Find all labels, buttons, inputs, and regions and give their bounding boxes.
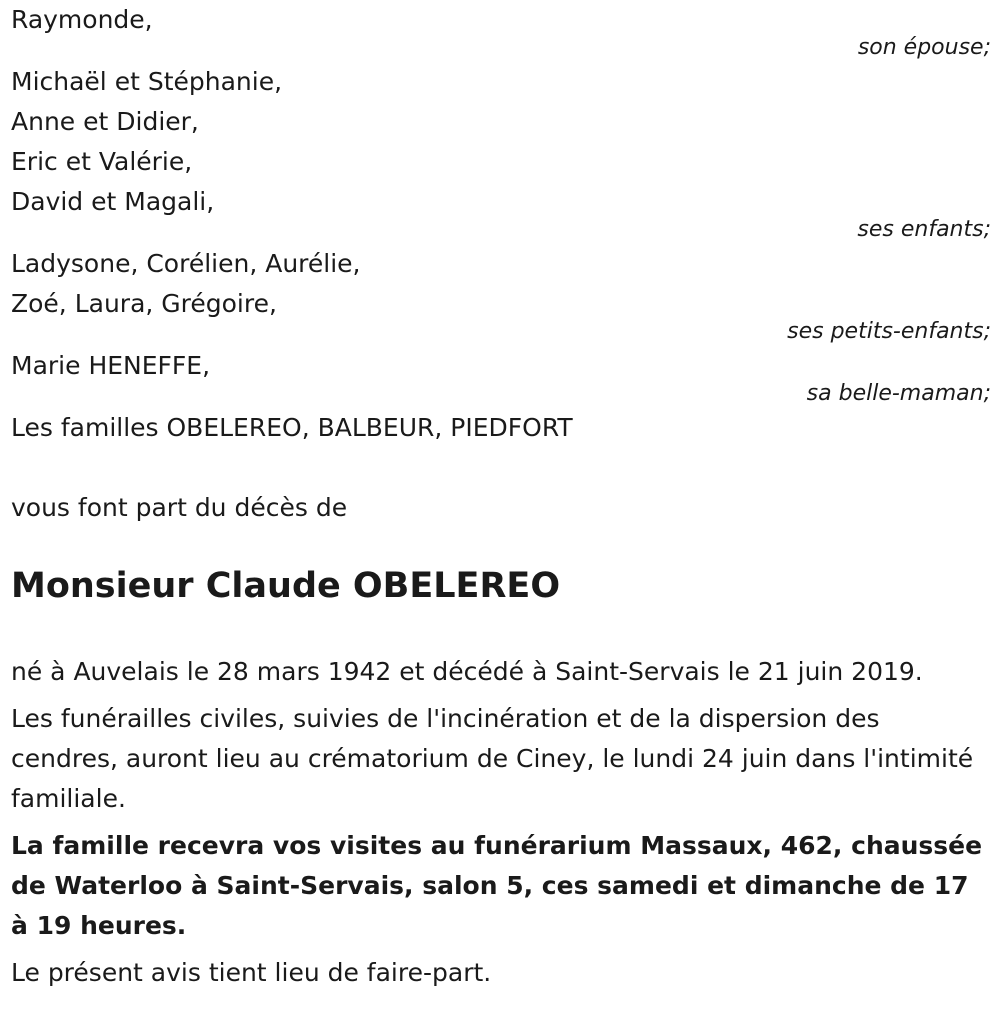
announce-line: vous font part du décès de	[11, 493, 348, 522]
deceased-name: Monsieur Claude OBELEREO	[11, 566, 561, 606]
family-name-line: Michaël et Stéphanie,	[11, 67, 283, 96]
birth-death-paragraph: né à Auvelais le 28 mars 1942 et décédé à Saint-Servais le 21 juin 2019.	[11, 657, 923, 686]
family-name-line: Zoé, Laura, Grégoire,	[11, 289, 277, 318]
family-group-children	[11, 62, 991, 242]
family-name-line: Raymonde,	[11, 5, 153, 34]
families-line: Les familles OBELEREO, BALBEUR, PIEDFORT	[11, 413, 573, 442]
visits-paragraph: La famille recevra vos visites au funérarium Massaux, 462, chaussée de Waterloo à Saint-Servais, salon 5, ces samedi et dimanche de 17 à 19 heures.	[11, 831, 983, 940]
death-notice	[11, 0, 991, 1000]
closing-paragraph: Le présent avis tient lieu de faire-part.	[11, 958, 492, 987]
family-role: son épouse;	[857, 35, 991, 60]
family-name-line: Anne et Didier,	[11, 107, 199, 136]
family-role: sa belle-maman;	[806, 381, 991, 406]
family-group-spouse	[11, 0, 991, 60]
funeral-paragraph: Les funérailles civiles, suivies de l'incinération et de la dispersion des cendres, auront lieu au crématorium de Ciney, le lundi 24 juin dans l'intimité familiale.	[11, 704, 974, 813]
family-name-line: Ladysone, Corélien, Aurélie,	[11, 249, 361, 278]
family-name-line: Eric et Valérie,	[11, 147, 193, 176]
family-role: ses petits-enfants;	[787, 319, 991, 344]
family-name-line: Marie HENEFFE,	[11, 351, 211, 380]
family-name-line: David et Magali,	[11, 187, 215, 216]
family-group-grandchildren	[11, 244, 991, 344]
family-group-mother-in-law	[11, 346, 991, 406]
family-role: ses enfants;	[857, 217, 991, 242]
